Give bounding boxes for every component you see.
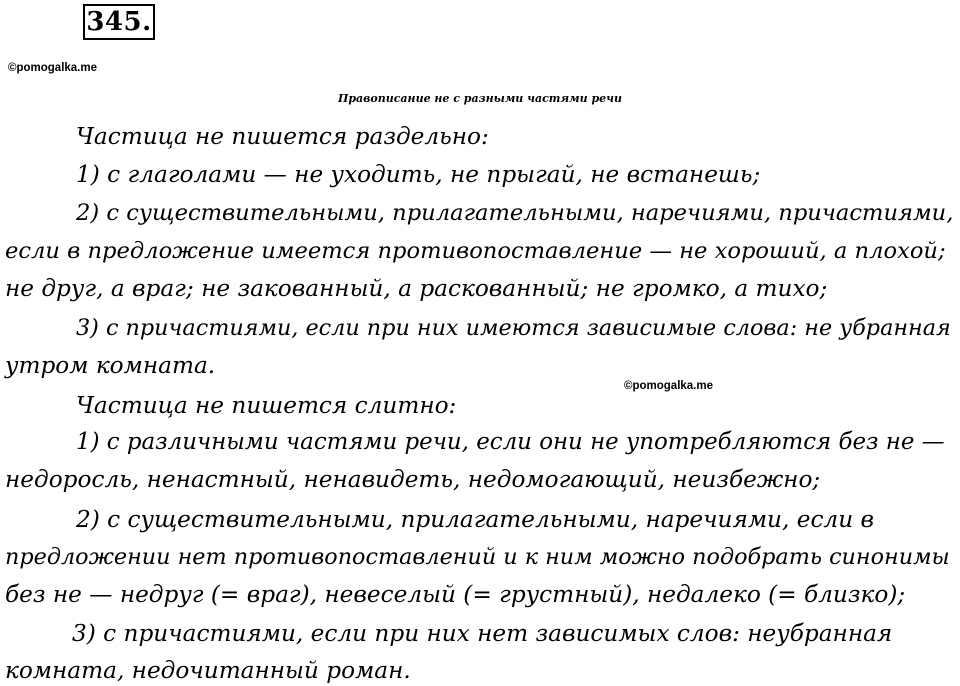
watermark-top: ©pomogalka.me	[8, 62, 97, 74]
text-line: недоросль, ненастный, ненавидеть, недомогающий, неизбежно;	[5, 466, 821, 493]
text-line: Частица не пишется раздельно:	[76, 123, 489, 150]
text-line: 2) с существительными, прилагательными, наречиями, если в	[76, 506, 874, 533]
page-title: Правописание не с разными частями речи	[337, 92, 623, 105]
text-line: Частица не пишется слитно:	[76, 392, 457, 419]
watermark-middle: ©pomogalka.me	[624, 380, 713, 392]
exercise-number: 345.	[83, 4, 155, 40]
text-line: 2) с существительными, прилагательными, наречиями, причастиями,	[76, 200, 954, 226]
text-line: не друг, а враг; не закованный, а раскованный; не громко, а тихо;	[5, 275, 828, 302]
text-line: 3) с причастиями, если при них нет зависимых слов: неубранная	[72, 620, 893, 647]
text-line: утром комната.	[5, 352, 216, 379]
text-line: без не — недруг (= враг), невеселый (= грустный), недалеко (= близко);	[5, 581, 906, 608]
text-line: 1) с глаголами — не уходить, не прыгай, не встанешь;	[76, 161, 761, 188]
text-line: если в предложение имеется противопоставление — не хороший, а плохой;	[5, 238, 946, 264]
text-line: 1) с различными частями речи, если они не употребляются без не —	[76, 429, 945, 455]
text-line: предложении нет противопоставлений и к ним можно подобрать синонимы	[5, 544, 950, 570]
text-line: 3) с причастиями, если при них имеются зависимые слова: не убранная	[76, 315, 951, 341]
text-line: комната, недочитанный роман.	[5, 657, 411, 684]
